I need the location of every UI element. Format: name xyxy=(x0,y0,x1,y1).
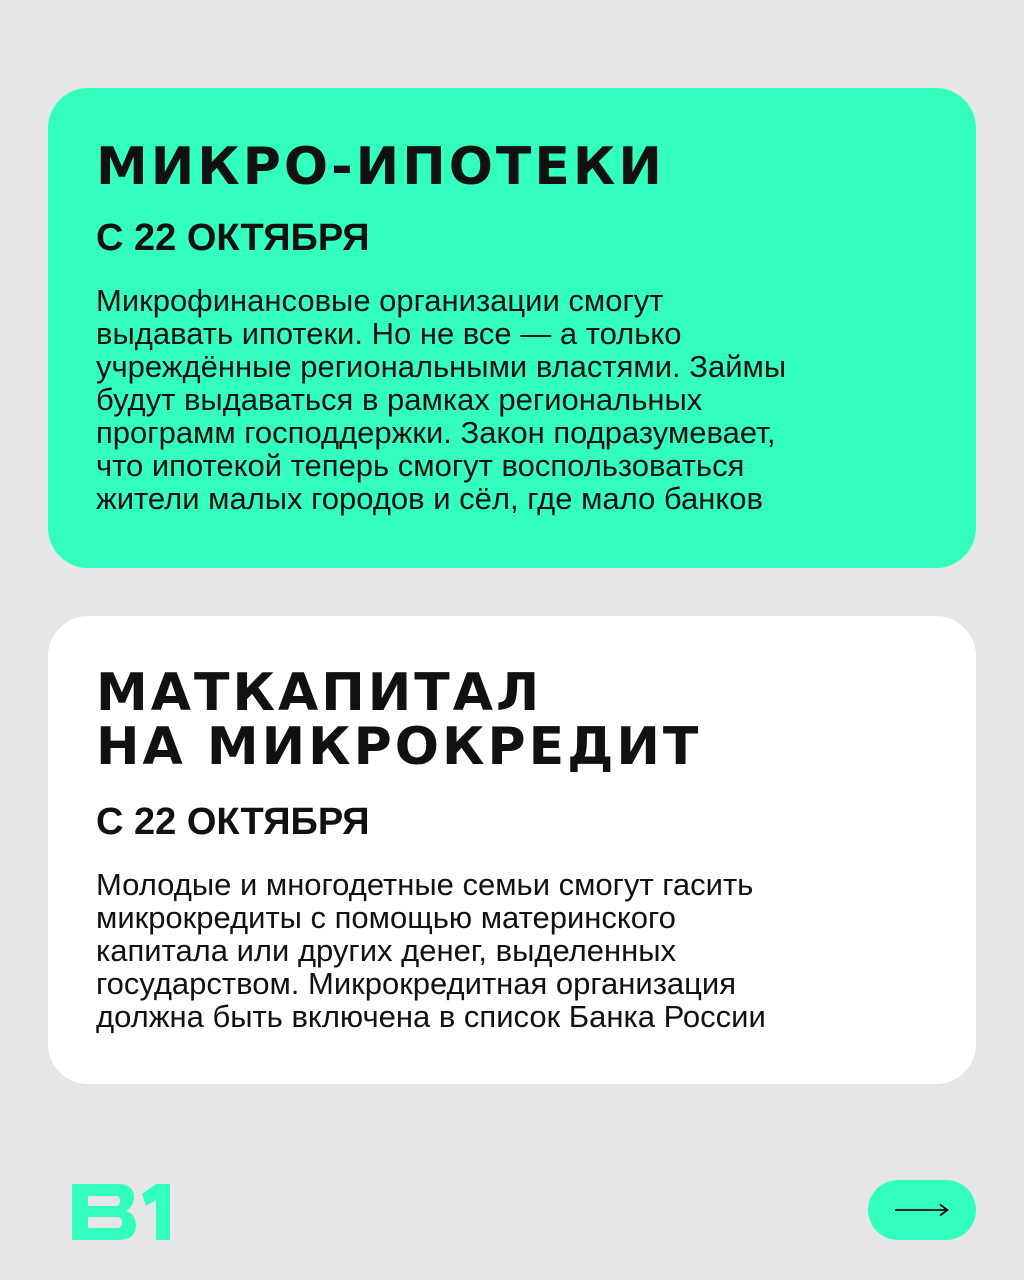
card-title xyxy=(96,616,928,777)
card-title xyxy=(96,88,928,197)
card-body-line: микрокредиты с помощью материнского xyxy=(96,900,676,935)
card-body-line: должна быть включена в список Банка России xyxy=(96,999,766,1034)
card-body-line: Молодые и многодетные семьи смогут гасить xyxy=(96,867,754,902)
card-body-line: жители малых городов и сёл, где мало банков xyxy=(96,481,763,516)
card-date: С 22 ОКТЯБРЯ xyxy=(96,801,370,843)
card-body-line: программ господдержки. Закон подразумевает, xyxy=(96,415,776,450)
card-title-line: НА МИКРОКРЕДИТ xyxy=(96,717,702,777)
card-body xyxy=(96,868,928,1033)
card-body xyxy=(96,284,928,515)
arrow-right-icon xyxy=(894,1203,950,1217)
card-micro-mortgage xyxy=(48,88,976,568)
card-date: С 22 ОКТЯБРЯ xyxy=(96,217,370,259)
card-body-line: учреждённые региональными властями. Займы xyxy=(96,349,787,384)
card-body-line: выдавать ипотеки. Но не все — а только xyxy=(96,316,682,351)
card-title-line: МАТКАПИТАЛ xyxy=(96,663,543,723)
card-body-line: будут выдаваться в рамках региональных xyxy=(96,382,703,417)
card-maternity-capital xyxy=(48,616,976,1084)
card-body-line: государством. Микрокредитная организация xyxy=(96,966,737,1001)
card-body-line: что ипотекой теперь смогут воспользоваться xyxy=(96,448,745,483)
next-button[interactable] xyxy=(868,1180,976,1240)
brand-logo xyxy=(72,1184,172,1240)
b1-logo-icon xyxy=(72,1184,172,1240)
card-body-line: Микрофинансовые организации смогут xyxy=(96,283,664,318)
card-title-line: МИКРО-ИПОТЕКИ xyxy=(96,137,665,197)
card-body-line: капитала или других денег, выделенных xyxy=(96,933,677,968)
